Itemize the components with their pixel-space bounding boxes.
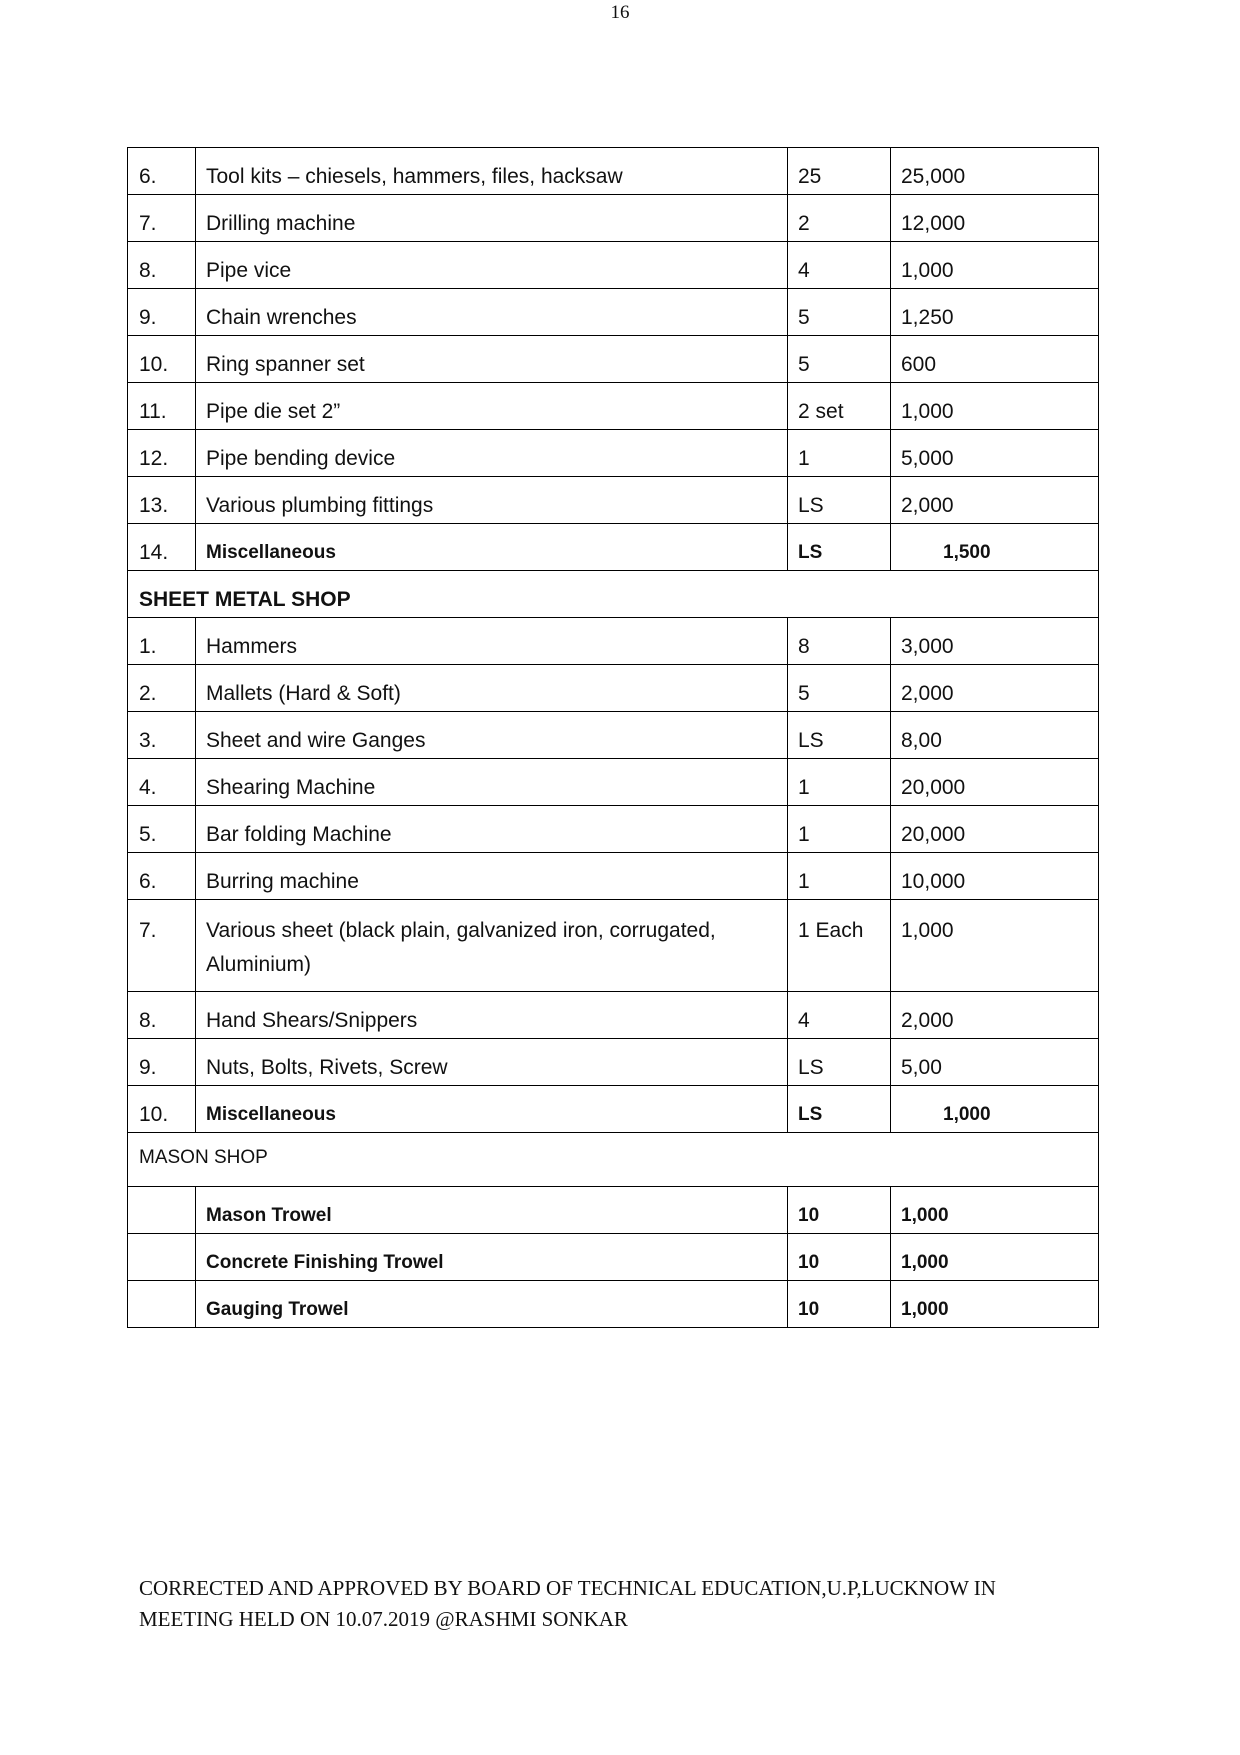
item-name: Ring spanner set: [196, 336, 788, 383]
quantity: 1 Each: [788, 900, 891, 992]
serial-number: 3.: [128, 712, 196, 759]
table-row: [128, 900, 1099, 992]
serial-number: 1.: [128, 618, 196, 665]
table-row: [128, 430, 1099, 477]
quantity: 25: [788, 148, 891, 195]
quantity: LS: [788, 1039, 891, 1086]
item-name: Tool kits – chiesels, hammers, files, hacksaw: [196, 148, 788, 195]
item-name: Gauging Trowel: [196, 1281, 788, 1328]
quantity: 1: [788, 430, 891, 477]
item-name: Hand Shears/Snippers: [196, 992, 788, 1039]
item-name: Mallets (Hard & Soft): [196, 665, 788, 712]
quantity: LS: [788, 524, 891, 571]
serial-number: [128, 1187, 196, 1234]
table-row: [128, 992, 1099, 1039]
cost: 8,00: [891, 712, 1099, 759]
serial-number: 10.: [128, 336, 196, 383]
section-heading-row: [128, 571, 1099, 618]
table-row: [128, 1086, 1099, 1133]
serial-number: 13.: [128, 477, 196, 524]
quantity: 10: [788, 1187, 891, 1234]
item-name: Various plumbing fittings: [196, 477, 788, 524]
serial-number: [128, 1234, 196, 1281]
table-row: [128, 1234, 1099, 1281]
cost: 3,000: [891, 618, 1099, 665]
section-heading-mason: MASON SHOP: [128, 1133, 1099, 1187]
quantity: 5: [788, 336, 891, 383]
table-row: [128, 477, 1099, 524]
item-name: Pipe die set 2”: [196, 383, 788, 430]
quantity: LS: [788, 712, 891, 759]
table-row: [128, 618, 1099, 665]
serial-number: 8.: [128, 992, 196, 1039]
quantity: 2 set: [788, 383, 891, 430]
cost: 1,000: [891, 1086, 1099, 1133]
table-row: [128, 806, 1099, 853]
table-row: [128, 242, 1099, 289]
quantity: LS: [788, 1086, 891, 1133]
table-row: [128, 383, 1099, 430]
cost: 1,500: [891, 524, 1099, 571]
page-number: 16: [610, 2, 630, 23]
serial-number: 7.: [128, 195, 196, 242]
table-row: [128, 148, 1099, 195]
cost: 1,000: [891, 1187, 1099, 1234]
table-row: [128, 1187, 1099, 1234]
quantity: 5: [788, 289, 891, 336]
cost: 1,000: [891, 1281, 1099, 1328]
serial-number: 14.: [128, 524, 196, 571]
cost: 2,000: [891, 477, 1099, 524]
cost: 1,250: [891, 289, 1099, 336]
quantity: 1: [788, 806, 891, 853]
item-name: Shearing Machine: [196, 759, 788, 806]
serial-number: 2.: [128, 665, 196, 712]
approval-footer: [139, 1573, 1099, 1635]
quantity: 10: [788, 1234, 891, 1281]
cost: 10,000: [891, 853, 1099, 900]
item-name: Pipe vice: [196, 242, 788, 289]
item-name: Drilling machine: [196, 195, 788, 242]
quantity: 8: [788, 618, 891, 665]
serial-number: 10.: [128, 1086, 196, 1133]
cost: 20,000: [891, 806, 1099, 853]
table-row: [128, 289, 1099, 336]
quantity: 10: [788, 1281, 891, 1328]
serial-number: 6.: [128, 853, 196, 900]
cost: 5,000: [891, 430, 1099, 477]
serial-number: [128, 1281, 196, 1328]
table-row: [128, 759, 1099, 806]
cost: 1,000: [891, 383, 1099, 430]
serial-number: 9.: [128, 1039, 196, 1086]
table-row: [128, 853, 1099, 900]
table-row: [128, 1281, 1099, 1328]
item-name: Sheet and wire Ganges: [196, 712, 788, 759]
serial-number: 4.: [128, 759, 196, 806]
serial-number: 5.: [128, 806, 196, 853]
serial-number: 8.: [128, 242, 196, 289]
quantity: 1: [788, 853, 891, 900]
cost: 12,000: [891, 195, 1099, 242]
section-heading-sheet-metal: SHEET METAL SHOP: [128, 571, 1099, 618]
serial-number: 11.: [128, 383, 196, 430]
table-row: [128, 1039, 1099, 1086]
serial-number: 6.: [128, 148, 196, 195]
item-name: Various sheet (black plain, galvanized iron, corrugated, Aluminium): [196, 900, 788, 992]
cost: 1,000: [891, 242, 1099, 289]
equipment-table: [127, 147, 1099, 1328]
item-name: Hammers: [196, 618, 788, 665]
cost: 25,000: [891, 148, 1099, 195]
item-name: Bar folding Machine: [196, 806, 788, 853]
item-name: Pipe bending device: [196, 430, 788, 477]
table-row: [128, 665, 1099, 712]
cost: 1,000: [891, 900, 1099, 992]
table-row: [128, 336, 1099, 383]
item-name: Mason Trowel: [196, 1187, 788, 1234]
cost: 20,000: [891, 759, 1099, 806]
footer-line-2: MEETING HELD ON 10.07.2019 @RASHMI SONKAR: [139, 1607, 628, 1631]
item-name: Miscellaneous: [196, 1086, 788, 1133]
quantity: 2: [788, 195, 891, 242]
item-name: Nuts, Bolts, Rivets, Screw: [196, 1039, 788, 1086]
section-heading-row: [128, 1133, 1099, 1187]
item-name: Concrete Finishing Trowel: [196, 1234, 788, 1281]
item-name: Miscellaneous: [196, 524, 788, 571]
cost: 600: [891, 336, 1099, 383]
quantity: 1: [788, 759, 891, 806]
item-name: Burring machine: [196, 853, 788, 900]
quantity: LS: [788, 477, 891, 524]
cost: 1,000: [891, 1234, 1099, 1281]
serial-number: 9.: [128, 289, 196, 336]
footer-line-1: CORRECTED AND APPROVED BY BOARD OF TECHNICAL EDUCATION,U.P,LUCKNOW IN: [139, 1576, 996, 1600]
table-row: [128, 712, 1099, 759]
quantity: 4: [788, 242, 891, 289]
serial-number: 7.: [128, 900, 196, 992]
serial-number: 12.: [128, 430, 196, 477]
item-name: Chain wrenches: [196, 289, 788, 336]
cost: 2,000: [891, 992, 1099, 1039]
cost: 5,00: [891, 1039, 1099, 1086]
cost: 2,000: [891, 665, 1099, 712]
table-row: [128, 524, 1099, 571]
quantity: 5: [788, 665, 891, 712]
table-row: [128, 195, 1099, 242]
quantity: 4: [788, 992, 891, 1039]
